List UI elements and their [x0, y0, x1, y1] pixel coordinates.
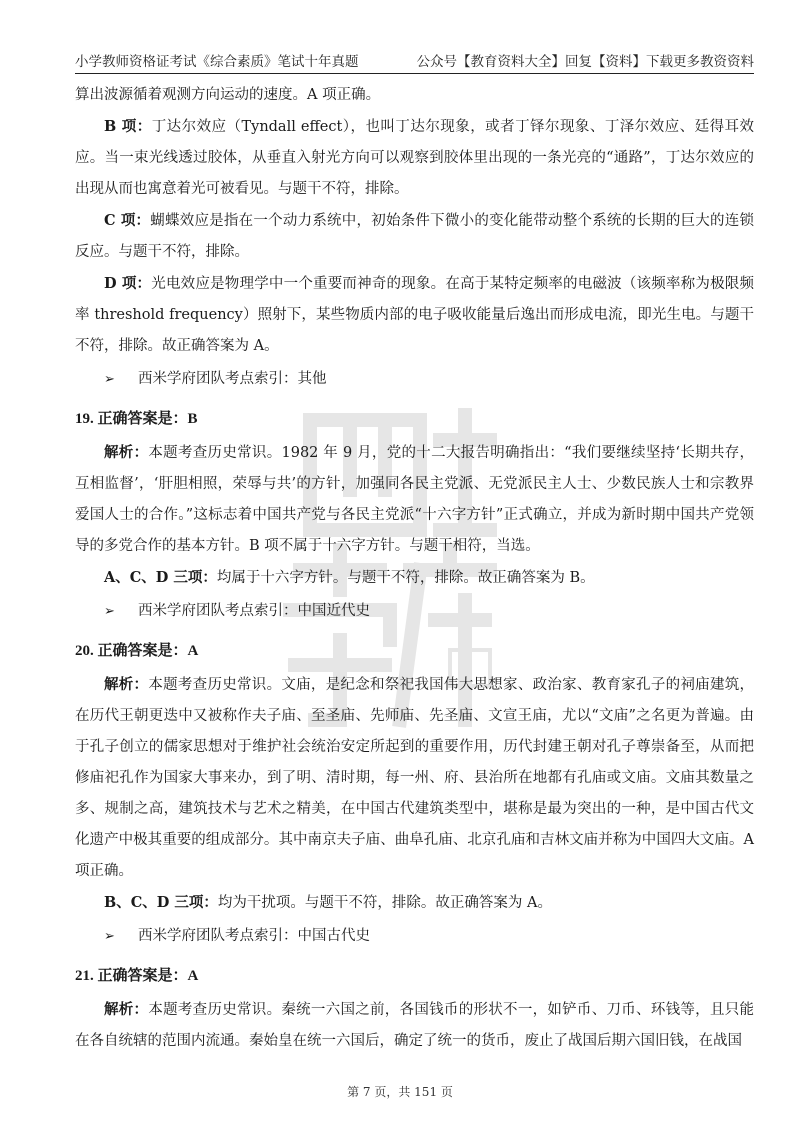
analysis-19-text: 本题考查历史常识。1982 年 9 月，党的十二大报告明确指出：“我们要继续坚持‘长期共存，互相监督’，‘肝胆相照，荣辱与共’的方针，加强同各民主党派、无党派民主人士、少数民族人士和宗教界爱国人士的合作。”这标志着中国共产党与各民主党派“十六字方针”正式确立，并成为新时期中国共产党领导的多党合作的基本方针。B 项不属于十六字方针。与题干相符，当选。 [75, 445, 754, 554]
page-header [75, 46, 754, 74]
other-options-19 [75, 562, 754, 594]
topic-index-19-text: 西米学府团队考点索引：中国近代史 [138, 603, 370, 619]
other-options-20-label: B、C、D 三项： [104, 894, 218, 911]
analysis-20-text: 本题考查历史常识。文庙，是纪念和祭祀我国伟大思想家、政治家、教育家孔子的祠庙建筑，在历代王朝更迭中又被称作夫子庙、至圣庙、先师庙、先圣庙、文宣王庙，尤以“文庙”之名更为普遍。由于孔子创立的儒家思想对于维护社会统治安定所起到的重要作用，历代封建王朝对孔子尊崇备至，从而把修庙祀孔作为国家大事来办，到了明、清时期，每一州、府、县治所在地都有孔庙或文庙。文庙其数量之多、规制之高，建筑技术与艺术之精美，在中国古代建筑类型中，堪称是最为突出的一种，是中国古代文化遗产中极其重要的组成部分。其中南京夫子庙、曲阜孔庙、北京孔庙和吉林文庙并称为中国四大文庙。A 项正确。 [75, 677, 755, 879]
arrow-bullet-icon: ➢ [104, 929, 115, 944]
option-b-explanation [75, 111, 754, 205]
analysis-20 [75, 669, 754, 887]
topic-index-19 [75, 596, 754, 627]
option-c-label: C 项： [104, 212, 151, 229]
other-options-19-label: A、C、D 三项： [104, 569, 217, 586]
option-b-text: 丁达尔效应（Tyndall effect），也叫丁达尔现象，或者丁铎尔现象、丁泽尔效应、廷得耳效应。当一束光线透过胶体，从垂直入射光方向可以观察到胶体里出现的一条光亮的“通路”，丁达尔效应的出现从而也寓意着光可被看见。与题干不符，排除。 [75, 119, 754, 197]
other-options-20-text: 均为干扰项。与题干不符，排除。故正确答案为 A。 [217, 895, 553, 911]
document-body [75, 80, 754, 1057]
continuation-line: 算出波源循着观测方向运动的速度。A 项正确。 [75, 87, 381, 103]
option-c-text: 蝴蝶效应是指在一个动力系统中，初始条件下微小的变化能带动整个系统的长期的巨大的连锁反应。与题干不符，排除。 [75, 213, 754, 260]
answer-heading-19: 19. 正确答案是：B [75, 411, 198, 427]
analysis-21-label: 解析： [104, 1001, 149, 1018]
option-d-label: D 项： [104, 275, 152, 292]
other-options-20 [75, 887, 754, 919]
header-left-title: 小学教师资格证考试《综合素质》笔试十年真题 [75, 54, 359, 70]
topic-index-20-text: 西米学府团队考点索引：中国古代史 [138, 928, 370, 944]
option-d-explanation [75, 268, 754, 362]
arrow-bullet-icon: ➢ [104, 604, 115, 619]
header-right-notice: 公众号【教育资料大全】回复【资料】下载更多教资资料 [416, 54, 754, 70]
option-d-text: 光电效应是物理学中一个重要而神奇的现象。在高于某特定频率的电磁波（该频率称为极限频率 threshold frequency）照射下，某些物质内部的电子吸收能量后逸出而形成电流，即光生电。与题干不符，排除。故正确答案为 A。 [75, 276, 755, 354]
option-c-explanation [75, 205, 754, 268]
analysis-19 [75, 437, 754, 562]
analysis-21-text: 本题考查历史常识。秦统一六国之前，各国钱币的形状不一，如铲币、刀币、环钱等，且只能在各自统辖的范围内流通。秦始皇在统一六国后，确定了统一的货币，废止了战国后期六国旧钱，在战国 [75, 1002, 755, 1049]
arrow-bullet-icon: ➢ [104, 372, 115, 387]
analysis-21 [75, 994, 754, 1057]
analysis-20-label: 解析： [104, 676, 149, 693]
answer-heading-20: 20. 正确答案是：A [75, 643, 199, 659]
option-b-label: B 项： [104, 118, 152, 135]
answer-heading-21: 21. 正确答案是：A [75, 968, 199, 984]
other-options-19-text: 均属于十六字方针。与题干不符，排除。故正确答案为 B。 [216, 570, 595, 586]
topic-index-18 [75, 364, 754, 395]
topic-index-18-text: 西米学府团队考点索引：其他 [138, 371, 327, 387]
analysis-19-label: 解析： [104, 444, 149, 461]
page-footer: 第 7 页，共 151 页 [347, 1085, 453, 1099]
topic-index-20 [75, 921, 754, 952]
